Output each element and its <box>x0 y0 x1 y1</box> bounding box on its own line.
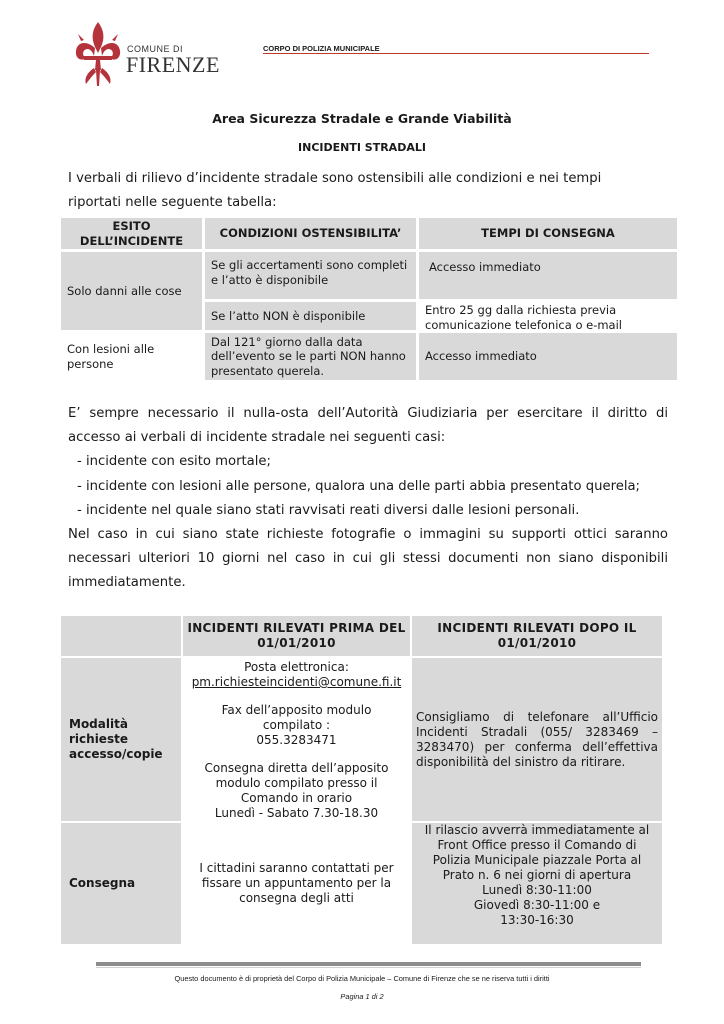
orario-lunedi: Lunedì 8:30-11:00 <box>482 883 592 897</box>
intro-paragraph <box>68 167 668 215</box>
footer-divider <box>96 962 641 966</box>
intro-line-2: riportati nelle seguente tabella: <box>68 195 277 211</box>
intro-line-1: I verbali di rilievo d’incidente stradale sono ostensibili alle condizioni e nei tempi <box>68 171 602 186</box>
page-subtitle: INCIDENTI STRADALI <box>298 141 426 154</box>
footer-divider-thin <box>96 967 641 968</box>
list-item: - incidente con esito mortale; <box>77 454 271 470</box>
fleur-de-lis-icon <box>72 20 124 88</box>
table1-cond-completi: Se gli accertamenti sono completi e l’atto è disponibile <box>205 252 416 299</box>
nulla-osta-text: E’ sempre necessario il nulla-osta dell’Autorità Giudiziaria per esercitare il diritto di accesso ai verbali di incidente stradale nei seguenti casi: <box>68 406 668 446</box>
table1-header-esito: ESITO DELL’INCIDENTE <box>61 218 202 249</box>
orario-giovedi: Giovedì 8:30-11:00 e <box>473 898 601 912</box>
table1-tempi-immediato-2: Accesso immediato <box>419 333 677 380</box>
table1-header-condizioni: CONDIZIONI OSTENSIBILITA’ <box>205 218 416 249</box>
table2-modalita-dopo: Consigliamo di telefonare all’Ufficio Incidenti Stradali (055/ 3283469 – 3283470) per conferma dell’effettiva disponibilità del sinistro da ritirare. <box>412 658 662 821</box>
table1-esito-danni: Solo danni alle cose <box>61 252 202 330</box>
table2-consegna-dopo <box>412 823 662 944</box>
table2-header-dopo: INCIDENTI RILEVATI DOPO IL 01/01/2010 <box>412 616 662 656</box>
list-item: - incidente nel quale siano stati ravvisati reati diversi dalle lesioni personali. <box>77 502 580 518</box>
table2-row-modalita-label: Modalità richieste accesso/copie <box>61 658 181 821</box>
photo-notice-text: Nel caso in cui siano state richieste fotografie o immagini su supporti ottici saranno necessari ulteriori 10 giorni nel caso in cui gli stessi documenti non siano disponibili immediatamente. <box>68 527 668 591</box>
email-label: Posta elettronica: <box>244 660 349 674</box>
orario-pomeriggio: 13:30-16:30 <box>500 913 574 927</box>
table2-modalita-prima <box>183 658 410 821</box>
table2-header-prima: INCIDENTI RILEVATI PRIMA DEL 01/01/2010 <box>183 616 410 656</box>
fax-text: Fax dell’apposito modulo compilato : <box>221 703 372 732</box>
nulla-osta-paragraph <box>68 402 668 596</box>
table2-consegna-prima: I cittadini saranno contattati per fissare un appuntamento per la consegna degli atti <box>199 861 394 905</box>
email-link[interactable]: pm.richiesteincidenti@comune.fi.it <box>191 675 402 689</box>
table2-row-consegna-label: Consegna <box>61 823 181 944</box>
list-item: - incidente con lesioni alle persone, qualora una delle parti abbia presentato querela; <box>77 478 641 494</box>
rilascio-text: Il rilascio avverrà immediatamente al Front Office presso il Comando di Polizia Municipale piazzale Porta al Prato n. 6 nei giorni di apertura <box>424 823 650 882</box>
access-procedure-table <box>61 616 662 944</box>
consegna-diretta-text: Consegna diretta dell’apposito modulo compilato presso il Comando in orario <box>204 761 389 805</box>
department-label: CORPO DI POLIZIA MUNICIPALE <box>263 44 380 53</box>
table1-header-tempi: TEMPI DI CONSEGNA <box>419 218 677 249</box>
logo-comune-text: COMUNE DI <box>127 44 183 54</box>
table1-esito-lesioni: Con lesioni alle persone <box>67 342 155 371</box>
fax-number: 055.3283471 <box>256 733 337 747</box>
table1-cond-non-disponibile: Se l’atto NON è disponibile <box>205 302 416 330</box>
comune-di-firenze-logo <box>72 20 222 90</box>
page-title: Area Sicurezza Stradale e Grande Viabilità <box>212 111 512 126</box>
table2-corner-cell <box>61 616 181 656</box>
header-divider <box>263 53 649 54</box>
orario-text: Lunedì - Sabato 7.30-18.30 <box>214 806 379 820</box>
footer-notice: Questo documento è di proprietà del Corpo di Polizia Municipale – Comune di Firenze che se ne riserva tutti i diritti <box>174 974 550 983</box>
table1-cond-121-giorno: Dal 121° giorno dalla data dell’evento se le parti NON hanno presentato querela. <box>205 333 416 380</box>
table1-tempi-immediato-1: Accesso immediato <box>419 252 677 299</box>
logo-firenze-text: FIRENZE <box>126 52 220 77</box>
page-number: Pagina 1 di 2 <box>340 992 384 1001</box>
ostensibility-table <box>61 218 677 380</box>
table1-tempi-25gg: Entro 25 gg dalla richiesta previa comunicazione telefonica o e-mail <box>425 303 622 332</box>
